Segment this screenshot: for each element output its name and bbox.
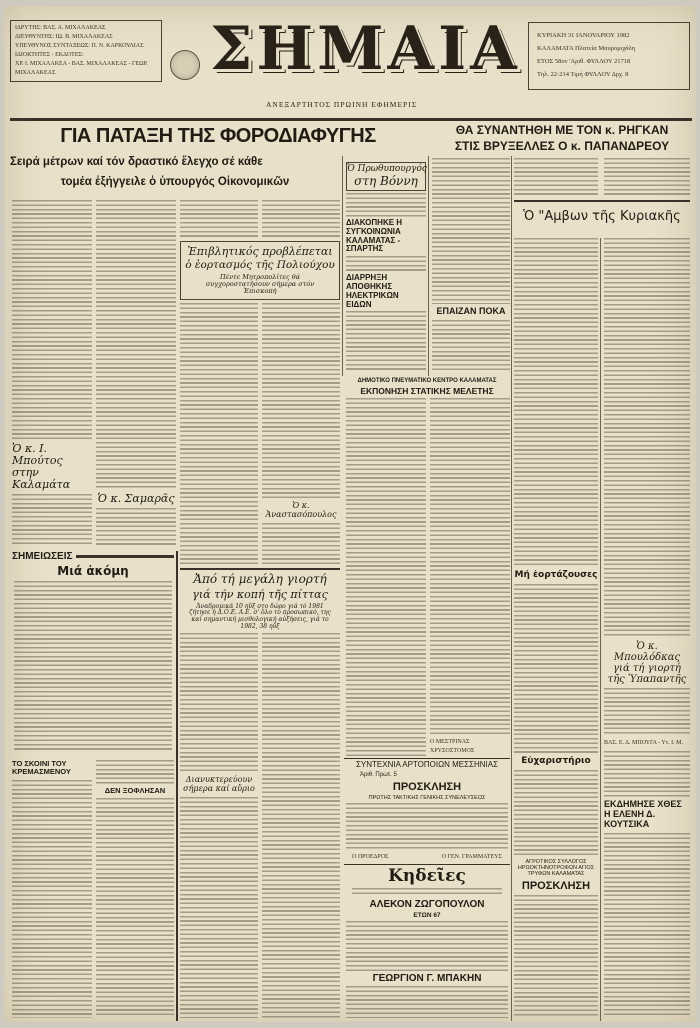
- diarrixi-headline: ΔΙΑΡΡΗΞΗ ΑΠΟΘΗΚΗΣ ΗΛΕΚΤΡΙΚΩΝ ΕΙΔΩΝ: [346, 273, 399, 309]
- diarrixi-article: [346, 311, 426, 372]
- efcharistiria-article: [514, 770, 598, 856]
- poka-headline: ΕΠΑΙΖΑΝ ΠΟΚΑ: [436, 306, 506, 316]
- divider: [514, 200, 690, 202]
- agrotikos-headline: ΑΓΡΟΤΙΚΟΣ ΣΥΛΛΟΓΟΣ ΗΡΩΟΚΤΗΝΟΤΡΟΦΩΝ ΑΓΙΟΣ ΤΡΥΦΩΝ ΚΑΛΑΜΑΤΑΣ: [517, 858, 595, 877]
- papandreou-article-col2: [514, 158, 598, 196]
- masthead-rule: [10, 118, 692, 121]
- pm-headline-2: στη Βόννη: [354, 173, 418, 188]
- column-divider: [342, 156, 343, 376]
- left-column-a: [12, 200, 92, 545]
- poliouchou-article-col1: [180, 303, 258, 565]
- poliouchou-article-row: [180, 303, 340, 565]
- divider: [344, 864, 510, 866]
- poliouchou-subheadline: Πέντε Μητροπολίτες θά συγχοροστατήσουν σήμερα στόν Ἐπισκοπή: [205, 272, 315, 295]
- dimotiko-col2: [430, 398, 510, 756]
- column-divider: [428, 156, 429, 376]
- den-xoflisan-column: [96, 760, 174, 1018]
- samaras-headline: Ὁ κ. Σαμαρᾶς: [97, 492, 175, 505]
- simeioseis-rule: [76, 555, 174, 558]
- efcharistiria-headline: Εὐχαριστήριο: [521, 755, 591, 766]
- pitta-col1: [180, 633, 258, 1018]
- divider: [344, 758, 510, 760]
- pitta-headline-1: Ἀπό τή μεγάλη γιορτή: [193, 571, 327, 586]
- boutos-headline: Ὁ κ. Ι. Μπούτος στην Καλαμάτα: [12, 442, 71, 492]
- poliouchou-box: [180, 241, 340, 300]
- kideies-headline: Κηδεῖες: [388, 866, 466, 887]
- amvon-headline: Ὁ "Αμβων τῆς Κυριακῆς: [523, 209, 681, 224]
- simeioseis-section: [12, 551, 174, 1018]
- dianyktereuoun-article: [180, 797, 258, 1018]
- center-column: [180, 200, 340, 1018]
- left-col2-article: [96, 760, 174, 784]
- pitta-article-col1: [180, 633, 258, 773]
- editor-line: ΥΠΕΥΘΥΝΟΣ ΣΥΝΤΑΞΕΩΣ: Π. Ν. ΚΑΡΚΟΥΛΙΑΣ: [15, 43, 144, 49]
- dimotiko-signature: Ο ΜΕΣΤΡΙΝΑΣ ΧΡΥΣΟΣΤΟΜΟΣ: [430, 738, 475, 754]
- masthead-title: ΣΗΜΑΙΑ: [210, 14, 521, 84]
- skoini-headline: ΤΟ ΣΚΟΙΝΙ ΤΟΥ ΚΡΕΜΑΣΜΕΝΟΥ: [12, 759, 71, 777]
- dimotiko-headline-2: ΕΚΠΟΝΗΣΗ ΣΤΑΤΙΚΗΣ ΜΕΛΕΤΗΣ: [360, 385, 494, 396]
- poliouchou-headline-2: ὁ ἑορτασμός τῆς Πολιούχου: [185, 259, 335, 272]
- prosklisi-signatures: [344, 853, 510, 862]
- simeioseis-label: ΣΗΜΕΙΩΣΕΙΣ: [12, 551, 73, 562]
- issue-location: ΚΑΛΑΜΑΤΑ Πλατεία Μαυρομιχάλη: [537, 45, 636, 52]
- pitta-headline-2: γιά τήν κοπή τῆς πίττας: [192, 587, 328, 601]
- den-xoflisan-headline: ΔΕΝ ΞΟΦΛΗΣΑΝ: [104, 786, 166, 796]
- right-headline-1: ΘΑ ΣΥΝΑΝΤΗΘΗ ΜΕ ΤΟΝ κ. ΡΗΓΚΑΝ: [455, 123, 669, 137]
- pm-headline-box: [346, 162, 426, 191]
- boutos-article: [12, 494, 92, 545]
- owners-line: ΧΡ. Ι. ΜΙΧΑΛΑΚΕΑ - ΒΑΣ. ΜΙΧΑΛΑΚΕΑΣ - ΓΕΩΡ. ΜΙΧΑΛΑΚΕΑΣ: [15, 61, 148, 76]
- lead-article-cols-3-4: [180, 200, 340, 238]
- amvon-article-col2: [604, 238, 690, 638]
- left-column-b: [96, 200, 176, 545]
- far-right-article: [604, 751, 690, 797]
- column-divider: [511, 156, 512, 1021]
- right-headline-2: ΣΤΙΣ ΒΡΥΞΕΛΛΕΣ Ο κ. ΠΑΠΑΝΔΡΕΟΥ: [454, 139, 670, 153]
- pm-headline-1: Ὁ Πρωθυπουργός: [347, 164, 427, 174]
- papandreou-article-col3: [604, 158, 690, 196]
- issue-price: Τηλ. 22-214 Τιμή ΦΥΛΛΟΥ Δρχ. 8: [537, 71, 629, 78]
- column-divider: [176, 551, 178, 1021]
- papandreou-column: [432, 158, 510, 370]
- prosklisi-2-article: [514, 895, 598, 1018]
- issue-date: ΚΥΡΙΑΚΗ 31 ΙΑΝΟΥΑΡΙΟΥ 1982: [537, 32, 630, 39]
- grammateus-signature: Ο ΓΕΝ. ΓΡΑΜΜΑΤΕΥΣ: [441, 853, 502, 860]
- right-column-f: [514, 238, 598, 1018]
- divider: [180, 568, 340, 570]
- dianyktereuoun-headline: Διανυκτερεύουν σήμερα καί αὔριο: [183, 775, 255, 794]
- pm-column: [346, 162, 426, 372]
- mpouga-signature: ΒΑΣ. Ε. Δ. ΜΠΟΥΓΑ - Υτ. Ι. Μ.: [604, 740, 683, 746]
- newspaper-page: [4, 6, 696, 1022]
- dimotiko-article-col2: [430, 398, 510, 735]
- poliouchou-article-col2: [262, 303, 340, 499]
- prosklisi-subheadline: ΠΡΩΤΗΣ ΤΑΚΤΙΚΗΣ ΓΕΝΙΚΗΣ ΣΥΝΕΛΕΥΣΕΩΣ: [368, 794, 486, 801]
- syntechnia-headline: ΣΥΝΤΕΧΝΙΑ ΑΡΤΟΠΟΙΩΝ ΜΕΣΣΗΝΙΑΣ: [355, 760, 499, 770]
- zogopoulon-age: ΕΤΩΝ 67: [413, 911, 441, 919]
- lead-article-col3: [180, 200, 258, 238]
- dimotiko-article-row: [344, 398, 510, 756]
- owners-label: ΙΔΙΟΚΤΗΤΕΣ - ΕΚΔΟΤΕΣ:: [15, 52, 84, 58]
- lead-article-col2: [96, 200, 176, 490]
- poliouchou-col2: [262, 303, 340, 565]
- issue-number: ΕΤΟΣ 58ον 'Αριθ. ΦΥΛΛΟΥ 21718: [537, 58, 631, 65]
- skoini-article: [12, 780, 92, 1018]
- lower-middle-section: [344, 378, 510, 1018]
- director-line: ΔΙΕΥΘΥΝΤΗΣ: ΙΩ. Β. ΜΙΧΑΛΑΚΕΑΣ: [15, 34, 113, 40]
- mi-eortazouses-headline: Μή ἑορτάζουσες: [514, 570, 598, 580]
- masthead-left-box: [10, 20, 162, 82]
- prosklisi-headline: ΠΡΟΣΚΛΗΣΗ: [392, 780, 462, 793]
- mpouloudkas-headline: Ὁ κ. Μπουλόδκας γιά τή γιορτή τῆς Ὑπαπαντῆς: [607, 641, 687, 685]
- poliouchou-headline-1: Ἐπιβλητικός προβλέπεται: [187, 245, 333, 258]
- kotsika-headline: ΕΚΔΗΜΗΣΕ ΧΘΕΣ Η ΕΛΕΝΗ Δ. ΚΟΥΤΣΙΚΑ: [604, 799, 682, 829]
- diakopi-headline: ΔΙΑΚΟΠΗΚΕ Η ΣΥΓΚΟΙΝΩΝΙΑ ΚΑΛΑΜΑΤΑΣ - ΣΠΑΡΤΗΣ: [346, 218, 403, 254]
- pitta-subheadline: Ἀναδρομικά 10 ηὔξ στο δώρο γιά τό 1981 ζήτησε ἡ Δ.Ο.Ε. Α.Ε. σ' ὅλο το προσωπικό, της καί σημαντική μισθολογική αὐξήσεις, γιά το 1982, 38 ηὔξ: [189, 602, 331, 630]
- pitta-article-col2: [262, 633, 340, 1018]
- masthead-subtitle: ΑΝΕΞΑΡΤΗΤΟΣ ΠΡΩΙΝΗ ΕΦΗΜΕΡΙΣ: [266, 100, 418, 109]
- anastasopoulos-article: [262, 523, 340, 565]
- den-xoflisan-article: [96, 798, 174, 1018]
- mpakin-notice: [346, 986, 508, 1018]
- mi-eortazouses-list: [514, 584, 598, 754]
- proedros-signature: Ο ΠΡΟΕΔΡΟΣ: [352, 853, 389, 860]
- mia-akomi-headline: Μιά ἀκόμη: [57, 564, 129, 578]
- simeioseis-article: [14, 581, 172, 751]
- lead-headline: ΓΙΑ ΠΑΤΑΞΗ ΤΗΣ ΦΟΡΟΔΙΑΦΥΓΗΣ: [60, 125, 376, 147]
- mpakin-name: ΓΕΩΡΓΙΟΝ Γ. ΜΠΑΚΗΝ: [372, 973, 482, 984]
- poka-article: [432, 320, 510, 370]
- anastasopoulos-headline: Ὁ κ. Ἀναστασόπουλος: [265, 501, 337, 519]
- zogopoulon-name: ΑΛΕΚΟΝ ΖΩΓΟΠΟΥΛΟΝ: [369, 898, 485, 910]
- dimotiko-article-col1: [346, 398, 426, 756]
- prosklisi-article: [346, 803, 508, 851]
- founder-line: ΙΔΡΥΤΗΣ: ΒΑΣ. Α. ΜΙΧΑΛΑΚΕΑΣ: [15, 25, 106, 31]
- mpouloudkas-article: [604, 688, 690, 736]
- lead-subheadline-2: τομέα ἐξήγγειλε ὁ ὑπουργός Οἰκονομικῶν: [60, 176, 290, 188]
- lead-article-col4: [262, 200, 340, 238]
- lead-article-col1: [12, 200, 92, 440]
- amvon-article-col1: [514, 238, 598, 568]
- zogopoulon-notice: [346, 921, 508, 971]
- samaras-article: [96, 508, 176, 545]
- simeioseis-lower-row: [12, 760, 174, 1018]
- diakopi-article: [346, 256, 426, 272]
- dimotiko-headline-1: ΔΗΜΟΤΙΚΟ ΠΝΕΥΜΑΤΙΚΟ ΚΕΝΤΡΟ ΚΑΛΑΜΑΤΑΣ: [357, 378, 497, 384]
- skoini-column: [12, 760, 92, 1018]
- kotsika-article: [604, 833, 690, 1018]
- syntechnia-number: Ἀριθ. Πρωτ. 5: [360, 771, 397, 778]
- masthead-right-box: [528, 22, 690, 90]
- papandreou-article-col1: [432, 158, 510, 304]
- right-column-g: [604, 238, 690, 1018]
- emblem-icon: [170, 50, 200, 80]
- lead-subheadline-1: Σειρά μέτρων καί τόν δραστικό ἔλεγχο σέ κάθε: [10, 156, 263, 168]
- column-divider: [600, 238, 601, 1021]
- pitta-article-row: [180, 633, 340, 1018]
- simeioseis-header: [12, 551, 174, 562]
- kideies-intro: [352, 888, 502, 897]
- pm-article: [346, 193, 426, 217]
- prosklisi-2-headline: ΠΡΟΣΚΛΗΣΗ: [521, 879, 591, 892]
